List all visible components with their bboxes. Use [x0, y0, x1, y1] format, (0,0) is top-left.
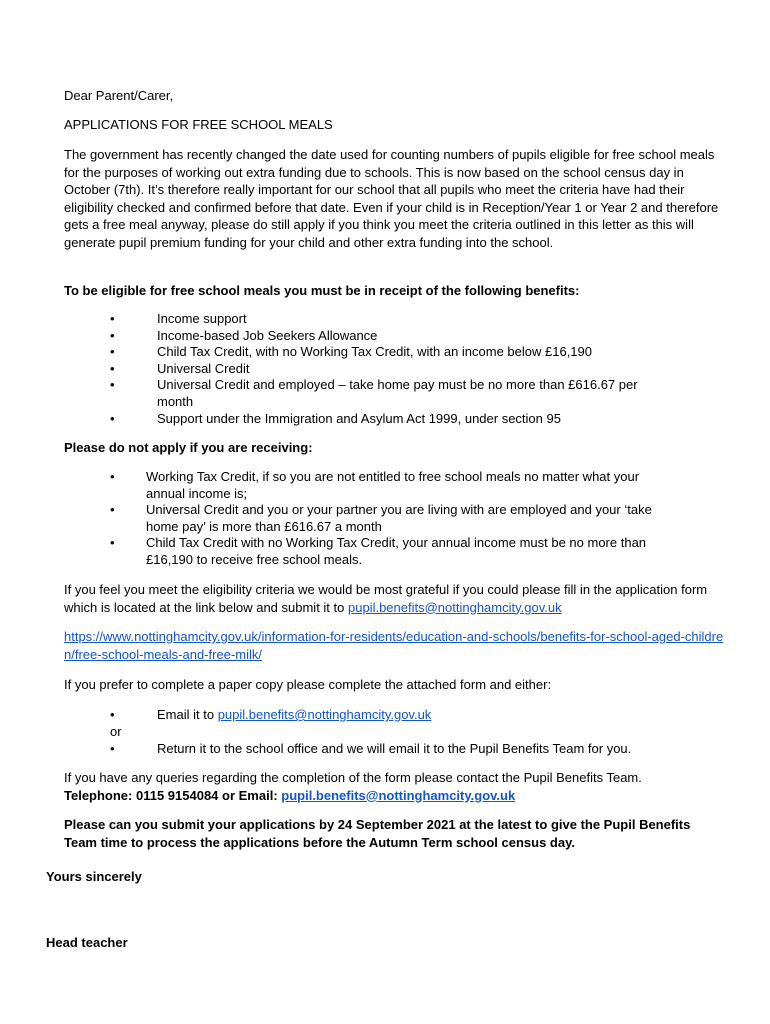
queries-block	[64, 769, 724, 804]
bullet-icon: •	[110, 377, 115, 393]
list-item: • Email it to pupil.benefits@nottinghamcity.gov.uk	[110, 707, 432, 722]
not-apply-heading: Please do not apply if you are receiving:	[64, 440, 313, 455]
list-item: • Income support	[110, 311, 247, 326]
option-email-link[interactable]: pupil.benefits@nottinghamcity.gov.uk	[217, 707, 432, 722]
eligible-heading: To be eligible for free school meals you must be in receipt of the following benefits:	[64, 283, 580, 298]
bullet-icon: •	[110, 311, 115, 326]
url-paragraph	[64, 628, 724, 663]
or-text: or	[110, 724, 122, 739]
list-item: • Universal Credit and employed – take home pay must be no more than £616.67 per month	[110, 377, 638, 409]
submission-options	[110, 706, 710, 757]
url-link[interactable]: https://www.nottinghamcity.gov.uk/information-for-residents/education-and-schools/benefits-for-school-aged-children/free-school-meals-and-free-milk/	[64, 629, 724, 662]
intro-paragraph: The government has recently changed the date used for counting numbers of pupils eligible for free school meals for the purposes of working out extra funding due to schools. This is now based on the school census day in October (7th). It’s therefore really important for our school that all pupils who meet the criteria have had their eligibility checked and confirmed before that date. Even if your child is in Reception/Year 1 or Year 2 and therefore gets a free meal anyway, please do still apply if you think you meet the criteria outlined in this letter as this will generate pupil premium funding for your child and other extra funding into the school.	[64, 147, 719, 250]
email-link[interactable]: pupil.benefits@nottinghamcity.gov.uk	[347, 599, 562, 615]
list-item: • Support under the Immigration and Asylum Act 1999, under section 95	[110, 410, 561, 426]
bullet-icon: •	[110, 360, 115, 376]
eligibility-paragraph	[64, 581, 724, 616]
signature-title: Head teacher	[46, 935, 128, 950]
eligibility-text: If you feel you meet the eligibility criteria we would be most grateful if you could please fill in the application form which is located at the link below and submit it to	[64, 582, 708, 615]
queries-text: If you have any queries regarding the completion of the form please contact the Pupil Benefits Team.	[64, 770, 642, 785]
paper-copy-paragraph: If you prefer to complete a paper copy please complete the attached form and either:	[64, 677, 552, 692]
not-apply-list	[110, 469, 710, 569]
heading-text: APPLICATIONS FOR FREE SCHOOL MEALS	[64, 117, 333, 132]
list-item: • Child Tax Credit, with no Working Tax Credit, with an income below £16,190	[110, 344, 592, 360]
bullet-icon: •	[110, 327, 115, 343]
bullet-icon: •	[110, 707, 115, 722]
bullet-icon: •	[110, 535, 115, 551]
bullet-icon: •	[110, 469, 115, 484]
contact-line: Telephone: 0115 9154084 or Email: pupil.benefits@nottinghamcity.gov.uk	[64, 787, 516, 803]
list-item: • Child Tax Credit with no Working Tax Credit, your annual income must be no more than £16,190 to receive free school meals.	[110, 535, 647, 567]
bullet-icon: •	[110, 741, 115, 756]
bullet-icon: •	[110, 502, 115, 518]
contact-email-link[interactable]: pupil.benefits@nottinghamcity.gov.uk	[281, 787, 516, 803]
list-item: • Income-based Job Seekers Allowance	[110, 327, 378, 343]
bullet-icon: •	[110, 344, 115, 360]
list-item: • Return it to the school office and we will email it to the Pupil Benefits Team for you.	[110, 741, 632, 756]
list-item: • Working Tax Credit, if so you are not entitled to free school meals no matter what your annual income is;	[110, 469, 640, 501]
closing: Yours sincerely	[46, 869, 142, 884]
list-item: • Universal Credit and you or your partner you are living with are employed and your ‘take home pay’ is more than £616.67 a month	[110, 502, 652, 534]
list-item: • Universal Credit	[110, 360, 250, 376]
deadline-paragraph: Please can you submit your applications by 24 September 2021 at the latest to give the Pupil Benefits Team time to process the applications before the Autumn Term school census day.	[64, 817, 691, 850]
salutation: Dear Parent/Carer,	[64, 88, 174, 103]
eligible-list	[110, 311, 710, 427]
bullet-icon: •	[110, 410, 115, 426]
letter-heading	[64, 116, 724, 134]
